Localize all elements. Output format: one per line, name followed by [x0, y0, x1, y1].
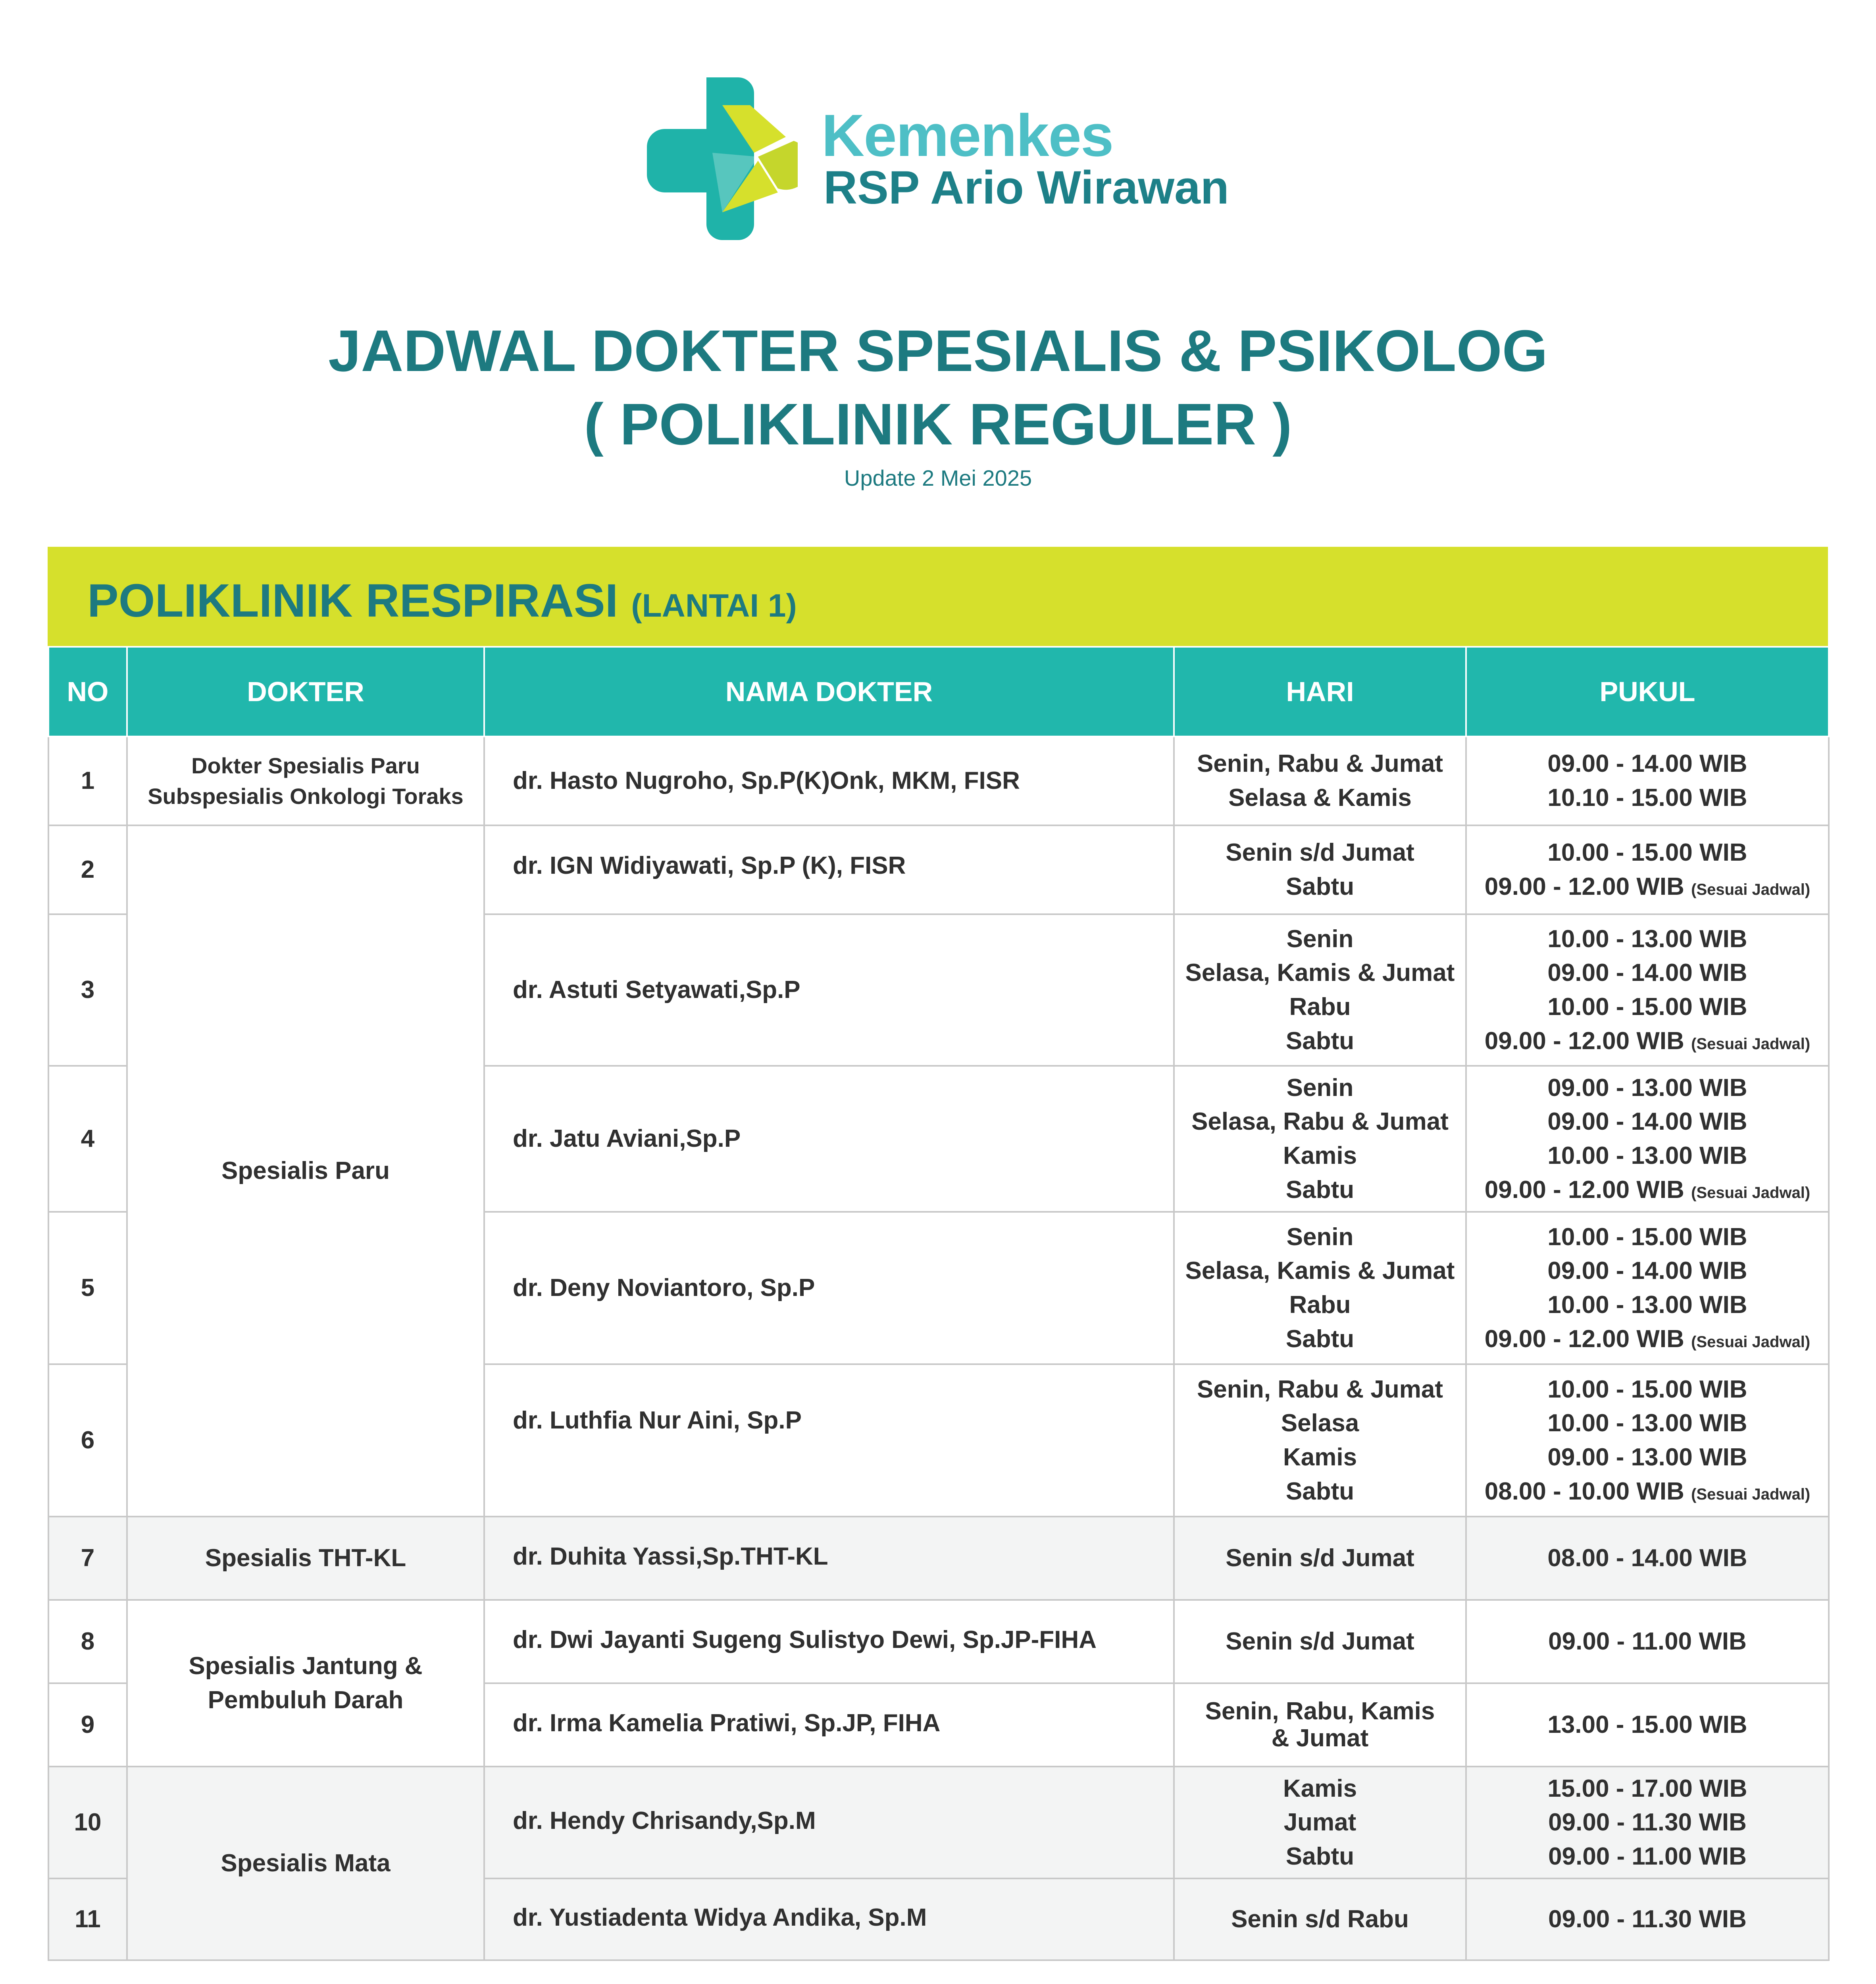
sesuai-jadwal-note: (Sesuai Jadwal): [1691, 1485, 1811, 1503]
day-line: Rabu: [1289, 993, 1351, 1021]
days-cell: [1174, 1066, 1466, 1212]
day-line: Kamis: [1283, 1774, 1357, 1802]
time-cell: [1466, 914, 1829, 1066]
day-line: Senin s/d Jumat: [1226, 1628, 1414, 1655]
doctor-name: [484, 1066, 1174, 1212]
doctor-name-text: dr. Jatu Aviani,Sp.P: [513, 1125, 741, 1153]
day-line: Selasa: [1281, 1409, 1359, 1437]
specialty-line: Subspesialis Onkologi Toraks: [148, 784, 464, 809]
days-cell: [1174, 825, 1466, 914]
time-line: 10.00 - 15.00 WIB: [1547, 993, 1747, 1021]
doctor-name: [484, 1212, 1174, 1364]
row-no: 9: [48, 1683, 127, 1767]
time-line: 10.00 - 15.00 WIB: [1547, 839, 1747, 867]
row-no: 8: [48, 1600, 127, 1683]
day-line: Jumat: [1283, 1809, 1356, 1836]
header-pukul: PUKUL: [1466, 647, 1829, 736]
day-line: Senin s/d Jumat: [1226, 839, 1414, 867]
table-row: [48, 1600, 1829, 1683]
specialty-line: Spesialis Jantung &: [189, 1652, 423, 1680]
time-line: 09.00 - 14.00 WIB: [1547, 959, 1747, 987]
time-cell: [1466, 1878, 1829, 1960]
day-line: Sabtu: [1285, 1176, 1355, 1203]
logo-hospital-name: RSP Ario Wirawan: [824, 161, 1229, 214]
time-cell: [1466, 1683, 1829, 1767]
time-line: 10.00 - 15.00 WIB: [1547, 1223, 1747, 1251]
days-cell: [1174, 1767, 1466, 1878]
section-title: [87, 574, 797, 628]
doctor-name-text: dr. Hendy Chrisandy,Sp.M: [513, 1807, 816, 1835]
day-line: Selasa, Rabu & Jumat: [1191, 1108, 1449, 1136]
page-title: JADWAL DOKTER SPESIALIS & PSIKOLOG: [328, 318, 1548, 384]
header-hari: HARI: [1174, 647, 1466, 736]
row-no: 6: [48, 1364, 127, 1517]
kemenkes-logo-icon: [647, 77, 798, 240]
time-line: 09.00 - 13.00 WIB: [1547, 1074, 1747, 1102]
day-line: Senin, Rabu, Kamis: [1205, 1697, 1435, 1725]
time-line: 09.00 - 12.00 WIB: [1484, 1325, 1684, 1353]
day-line: Senin, Rabu & Jumat: [1197, 750, 1443, 778]
time-line: 09.00 - 11.30 WIB: [1548, 1809, 1747, 1836]
doctor-name: [484, 1364, 1174, 1517]
time-line: 10.00 - 13.00 WIB: [1547, 1142, 1747, 1169]
time-cell: [1466, 1517, 1829, 1600]
day-line: Senin s/d Rabu: [1231, 1905, 1409, 1933]
doctor-name-text: dr. Dwi Jayanti Sugeng Sulistyo Dewi, Sp.JP-FIHA: [513, 1626, 1097, 1654]
days-cell: [1174, 736, 1466, 825]
time-line: 09.00 - 13.00 WIB: [1547, 1444, 1747, 1471]
day-line: Sabtu: [1285, 873, 1355, 900]
time-line: 09.00 - 14.00 WIB: [1547, 1257, 1747, 1285]
time-line: 10.00 - 15.00 WIB: [1547, 1375, 1747, 1403]
doctor-name-text: dr. Irma Kamelia Pratiwi, Sp.JP, FIHA: [513, 1709, 941, 1737]
time-line: 09.00 - 12.00 WIB: [1484, 1176, 1684, 1203]
time-line: 09.00 - 11.00 WIB: [1548, 1628, 1747, 1655]
specialty-cell: [127, 736, 484, 825]
time-line: 09.00 - 12.00 WIB: [1484, 1027, 1684, 1055]
time-cell: [1466, 1364, 1829, 1517]
day-line: Senin: [1286, 1223, 1354, 1251]
sesuai-jadwal-note: (Sesuai Jadwal): [1691, 1333, 1811, 1351]
doctor-name-text: dr. IGN Widiyawati, Sp.P (K), FISR: [513, 852, 906, 880]
schedule-table: [48, 646, 1830, 1961]
page-subtitle: ( POLIKLINIK REGULER ): [584, 392, 1292, 457]
doctor-name: [484, 1878, 1174, 1960]
day-line: Kamis: [1283, 1142, 1357, 1169]
time-cell: [1466, 1767, 1829, 1878]
days-cell: [1174, 1517, 1466, 1600]
doctor-name-text: dr. Astuti Setyawati,Sp.P: [513, 976, 800, 1004]
section-title-text: POLIKLINIK RESPIRASI: [87, 575, 618, 627]
time-line: 09.00 - 11.30 WIB: [1548, 1905, 1747, 1933]
sesuai-jadwal-note: (Sesuai Jadwal): [1691, 1035, 1811, 1053]
row-no: 11: [48, 1878, 127, 1960]
time-line: 09.00 - 12.00 WIB: [1484, 873, 1684, 900]
doctor-name-text: dr. Duhita Yassi,Sp.THT-KL: [513, 1543, 828, 1571]
day-line: Rabu: [1289, 1291, 1351, 1319]
doctor-name-text: dr. Luthfia Nur Aini, Sp.P: [513, 1407, 802, 1434]
time-cell: [1466, 1600, 1829, 1683]
row-no: 10: [48, 1767, 127, 1878]
days-cell: [1174, 1878, 1466, 1960]
days-cell: [1174, 1600, 1466, 1683]
day-line: Senin: [1286, 925, 1354, 953]
row-no: 4: [48, 1066, 127, 1212]
day-line: Sabtu: [1285, 1842, 1355, 1870]
time-cell: [1466, 1212, 1829, 1364]
row-no: 3: [48, 914, 127, 1066]
day-line: & Jumat: [1271, 1724, 1369, 1752]
time-cell: [1466, 736, 1829, 825]
section-banner: [48, 547, 1828, 646]
table-row: [48, 736, 1829, 825]
header-nama-dokter: NAMA DOKTER: [484, 647, 1174, 736]
doctor-name: [484, 1517, 1174, 1600]
time-line: 10.00 - 13.00 WIB: [1547, 1291, 1747, 1319]
specialty-cell: Spesialis Paru: [127, 825, 484, 1517]
time-cell: [1466, 1066, 1829, 1212]
days-cell: [1174, 1364, 1466, 1517]
specialty-cell: Spesialis Mata: [127, 1767, 484, 1960]
day-line: Sabtu: [1285, 1325, 1355, 1353]
doctor-name: [484, 914, 1174, 1066]
day-line: Senin s/d Jumat: [1226, 1544, 1414, 1572]
table-header-row: [48, 647, 1829, 736]
time-line: 13.00 - 15.00 WIB: [1547, 1711, 1747, 1739]
time-line: 15.00 - 17.00 WIB: [1547, 1774, 1747, 1802]
table-row: [48, 1767, 1829, 1878]
time-line: 09.00 - 14.00 WIB: [1547, 1108, 1747, 1136]
time-line: 09.00 - 14.00 WIB: [1547, 750, 1747, 778]
doctor-name-text: dr. Hasto Nugroho, Sp.P(K)Onk, MKM, FISR: [513, 767, 1020, 795]
table-row: [48, 825, 1829, 914]
doctor-name: [484, 1767, 1174, 1878]
doctor-name-text: dr. Yustiadenta Widya Andika, Sp.M: [513, 1904, 927, 1932]
time-cell: [1466, 825, 1829, 914]
row-no: 1: [48, 736, 127, 825]
day-line: Senin: [1286, 1074, 1354, 1102]
specialty-cell: Spesialis THT-KL: [127, 1517, 484, 1600]
day-line: Selasa, Kamis & Jumat: [1185, 959, 1455, 987]
header-dokter: DOKTER: [127, 647, 484, 736]
doctor-name: [484, 1683, 1174, 1767]
day-line: Selasa, Kamis & Jumat: [1185, 1257, 1455, 1285]
doctor-name-text: dr. Deny Noviantoro, Sp.P: [513, 1274, 815, 1302]
days-cell: [1174, 914, 1466, 1066]
day-line: Senin, Rabu & Jumat: [1197, 1375, 1443, 1403]
sesuai-jadwal-note: (Sesuai Jadwal): [1691, 881, 1811, 898]
day-line: Sabtu: [1285, 1477, 1355, 1505]
row-no: 5: [48, 1212, 127, 1364]
doctor-name: [484, 736, 1174, 825]
day-line: Sabtu: [1285, 1027, 1355, 1055]
time-line: 08.00 - 14.00 WIB: [1547, 1544, 1747, 1572]
header-no: NO: [48, 647, 127, 736]
specialty-cell: [127, 1600, 484, 1767]
section-floor: (LANTAI 1): [631, 588, 797, 624]
sesuai-jadwal-note: (Sesuai Jadwal): [1691, 1184, 1811, 1202]
day-line: Selasa & Kamis: [1228, 784, 1412, 811]
time-line: 08.00 - 10.00 WIB: [1484, 1477, 1684, 1505]
specialty-line: Dokter Spesialis Paru: [191, 753, 420, 778]
time-line: 10.00 - 13.00 WIB: [1547, 925, 1747, 953]
doctor-name: [484, 1600, 1174, 1683]
time-line: 10.00 - 13.00 WIB: [1547, 1409, 1747, 1437]
days-cell: [1174, 1683, 1466, 1767]
row-no: 7: [48, 1517, 127, 1600]
logo-kemenkes-text: Kemenkes: [822, 102, 1113, 169]
time-line: 09.00 - 11.00 WIB: [1548, 1842, 1747, 1870]
day-line: Kamis: [1283, 1444, 1357, 1471]
time-line: 10.10 - 15.00 WIB: [1547, 784, 1747, 811]
row-no: 2: [48, 825, 127, 914]
table-row: [48, 1517, 1829, 1600]
update-date: Update 2 Mei 2025: [844, 465, 1032, 490]
doctor-name: [484, 825, 1174, 914]
days-cell: [1174, 1212, 1466, 1364]
specialty-line: Pembuluh Darah: [208, 1686, 404, 1714]
